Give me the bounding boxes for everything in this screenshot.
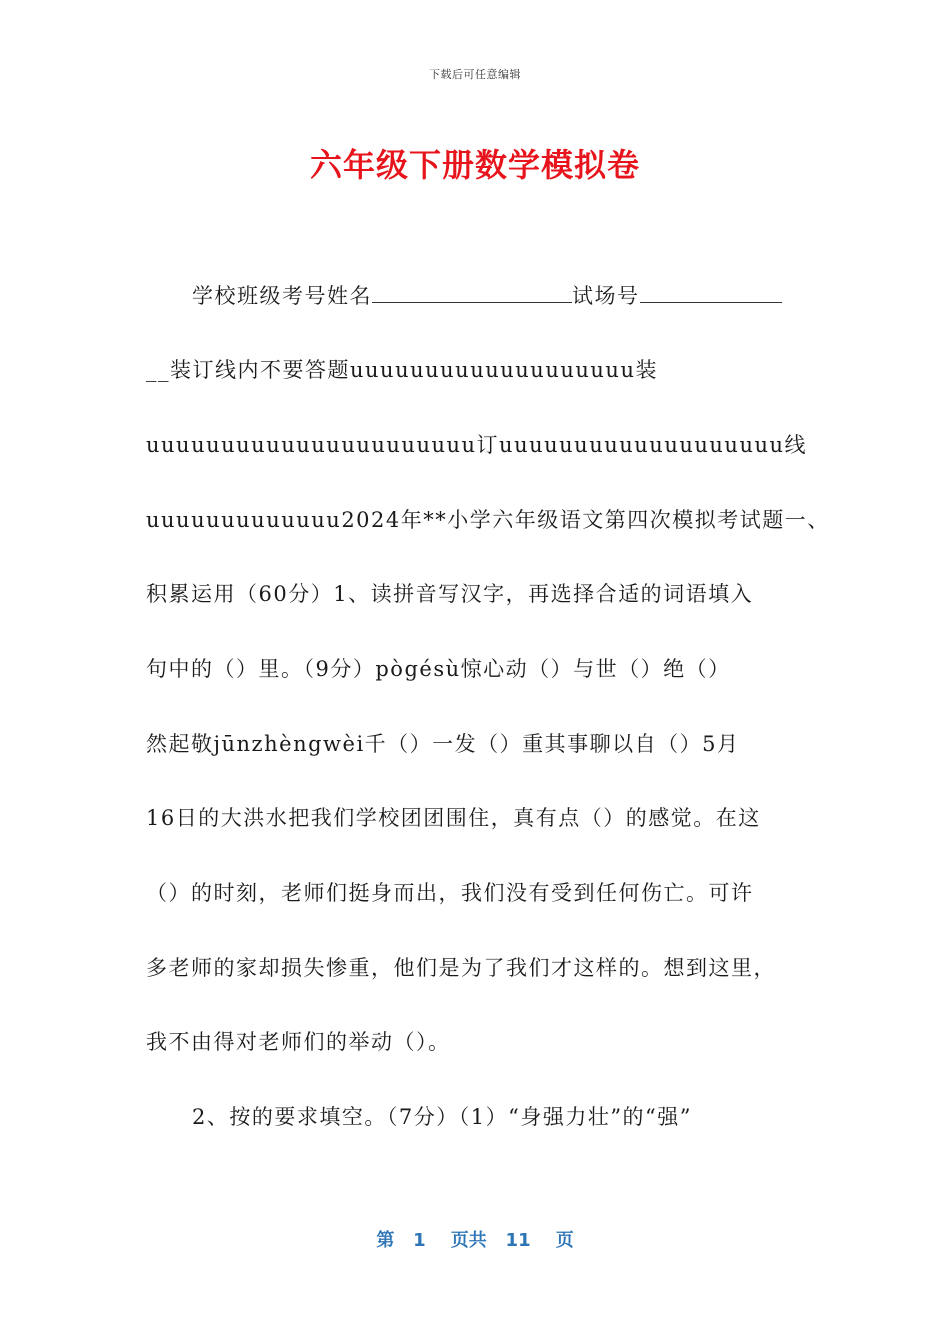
- body-line-11: 我不由得对老师们的举动（）。: [146, 1030, 451, 1054]
- page-prefix: 第: [376, 1230, 395, 1251]
- body-line-7: 然起敬jūnzhèngwèi千（）一发（）重其事聊以自（）5月: [146, 732, 740, 756]
- body-line-10: 多老师的家却损失惨重，他们是为了我们才这样的。想到这里，: [146, 956, 776, 980]
- body-line-8: 16日的大洪水把我们学校团团围住，真有点（）的感觉。在这: [146, 806, 761, 830]
- exam-room-blank: [640, 282, 782, 303]
- page-current: 1: [413, 1230, 426, 1251]
- exam-info-line: [192, 281, 862, 311]
- page-mid: 页共: [450, 1230, 487, 1251]
- page-footer: [0, 1226, 950, 1252]
- exam-room-label: 试场号: [572, 284, 640, 308]
- body-line-9: （）的时刻，老师们挺身而出，我们没有受到任何伤亡。可许: [146, 881, 754, 905]
- page-total: 11: [505, 1230, 531, 1251]
- body-line-4: uuuuuuuuuuuuu2024年**小学六年级语文第四次模拟考试题一、: [146, 508, 830, 532]
- body-line-2: __装订线内不要答题uuuuuuuuuuuuuuuuuuu装: [146, 358, 658, 382]
- body-line-3: uuuuuuuuuuuuuuuuuuuuuu订uuuuuuuuuuuuuuuuuuu线: [146, 433, 808, 457]
- body-line-6: 句中的（）里。（9分）pògésù惊心动（）与世（）绝（）: [146, 657, 731, 681]
- body-line-12: 2、按的要求填空。（7分）（1）“身强力壮”的“强”: [192, 1105, 693, 1129]
- header-note: 下载后可任意编辑: [429, 68, 521, 81]
- document-title: 六年级下册数学模拟卷: [309, 146, 640, 184]
- name-blank: [372, 282, 572, 303]
- page-suffix: 页: [555, 1230, 574, 1251]
- body-line-5: 积累运用（60分）1、读拼音写汉字，再选择合适的词语填入: [146, 582, 754, 606]
- exam-info-label: 学校班级考号姓名: [192, 284, 372, 308]
